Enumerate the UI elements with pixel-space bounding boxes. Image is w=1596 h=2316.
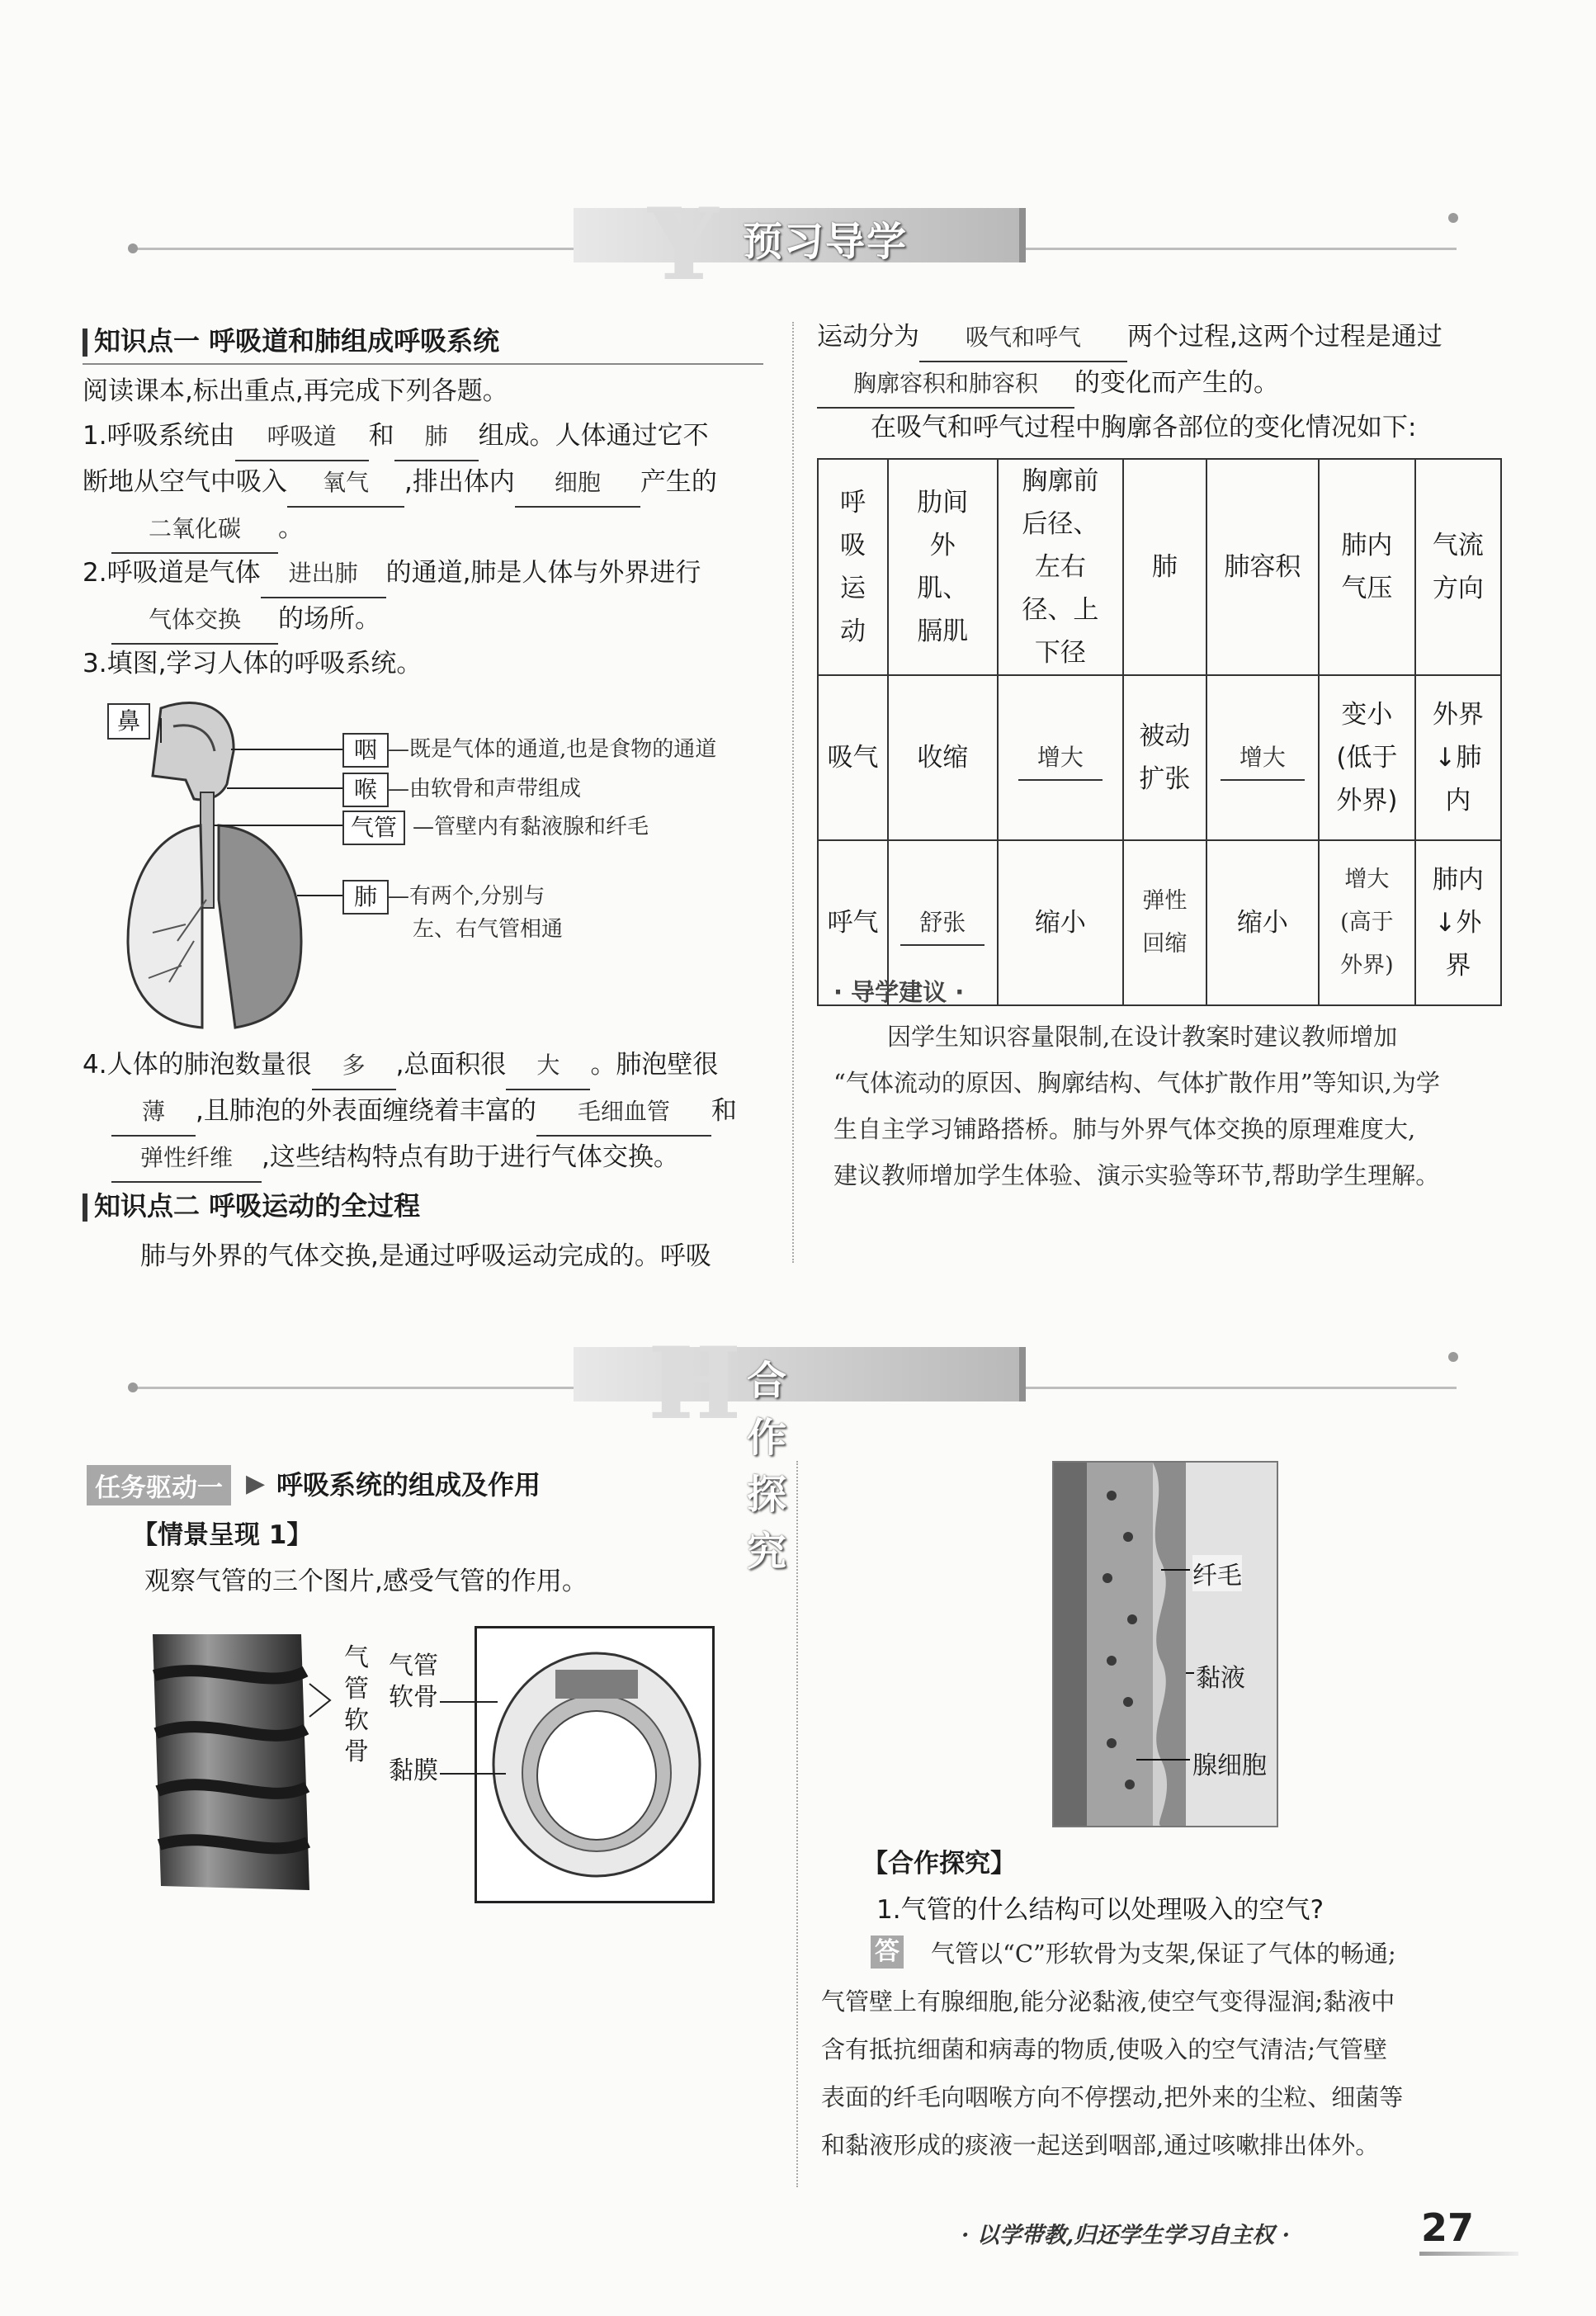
table-header-row bbox=[818, 459, 1501, 675]
table-cell: 吸气 bbox=[818, 675, 888, 840]
question-3: 3.填图,学习人体的呼吸系统。 bbox=[83, 649, 423, 678]
table-cell: 肺内↓外界 bbox=[1415, 840, 1501, 1005]
answer-tag: 答 bbox=[871, 1936, 904, 1969]
scene-title: 【情景呈现 1】 bbox=[132, 1520, 313, 1550]
footer-rule bbox=[1419, 2252, 1518, 2256]
table-header: 胸廓前后径、左右径、上下径 bbox=[998, 459, 1124, 675]
table-cell: 外界↓肺内 bbox=[1415, 675, 1501, 840]
question-4-line2: 薄 ,且肺泡的外表面缠绕着丰富的 毛细血管 和 bbox=[111, 1088, 737, 1137]
answer-line-5: 和黏液形成的痰液一起送到咽部,通过咳嗽排出体外。 bbox=[821, 2131, 1380, 2159]
table-cell: 增大(高于外界) bbox=[1319, 840, 1415, 1005]
table-row-inhale bbox=[818, 675, 1501, 840]
question-4-line3: 弹性纤维 ,这些结构特点有助于进行气体交换。 bbox=[111, 1134, 679, 1183]
section-letter: Y bbox=[648, 187, 719, 303]
table-header: 肺内气压 bbox=[1319, 459, 1415, 675]
task-arrow: ▶ bbox=[246, 1469, 266, 1498]
pharynx-label: 咽 bbox=[342, 733, 389, 768]
column-divider-2 bbox=[796, 1461, 798, 2187]
gland-cell-label: 腺细胞 bbox=[1192, 1751, 1267, 1780]
nose-label: 鼻 bbox=[107, 703, 150, 740]
table-header: 肺容积 bbox=[1206, 459, 1320, 675]
table-header: 气流方向 bbox=[1415, 459, 1501, 675]
larynx-note: —由软骨和声带组成 bbox=[388, 777, 582, 801]
cs-cartilage-label: 气管 软骨 bbox=[389, 1652, 438, 1712]
cs-mucosa-label: 黏膜 bbox=[389, 1756, 438, 1785]
lung-note-2: 左、右气管相通 bbox=[413, 917, 564, 942]
answer-line-1: 气管以“C”形软骨为支架,保证了气体的畅通; bbox=[931, 1940, 1396, 1968]
table-cell: 缩小 bbox=[1206, 840, 1320, 1005]
larynx-label: 喉 bbox=[342, 773, 389, 807]
answer-line-2: 气管壁上有腺细胞,能分泌黏液,使空气变得湿润;黏液中 bbox=[821, 1988, 1395, 2016]
pharynx-note: —既是气体的通道,也是食物的通道 bbox=[388, 737, 717, 762]
task-title: 呼吸系统的组成及作用 bbox=[276, 1469, 541, 1501]
table-cell: 收缩 bbox=[888, 675, 998, 840]
right-line-2: 胸廓容积和肺容积 的变化而产生的。 bbox=[817, 360, 1279, 409]
section-letter: H bbox=[648, 1326, 742, 1442]
breathing-changes-table bbox=[817, 458, 1502, 1006]
table-header: 肺 bbox=[1123, 459, 1206, 675]
section-banner-preview bbox=[128, 187, 1465, 303]
footer-slogan: · 以学带教,归还学生学习自主权 · bbox=[961, 2223, 1290, 2248]
guide-line-2: “气体流动的原因、胸廓结构、气体扩散作用”等知识,为学 bbox=[833, 1069, 1440, 1097]
scene-text: 观察气管的三个图片,感受气管的作用。 bbox=[144, 1567, 588, 1596]
trachea-note: —管壁内有黏液腺和纤毛 bbox=[413, 815, 649, 839]
table-cell: 被动扩张 bbox=[1123, 675, 1206, 840]
question-2-line2: 气体交换 的场所。 bbox=[111, 596, 380, 645]
trachea-label: 气管 bbox=[342, 811, 405, 845]
guide-line-4: 建议教师增加学生体验、演示实验等环节,帮助学生理解。 bbox=[833, 1161, 1440, 1189]
table-cell: 增大 bbox=[1206, 675, 1320, 840]
table-cell: 呼气 bbox=[818, 840, 888, 1005]
lung-label: 肺 bbox=[342, 880, 389, 915]
section-title: 预习导学 bbox=[743, 219, 909, 265]
table-cell: 舒张 bbox=[888, 840, 998, 1005]
answer-line-4: 表面的纤毛向咽喉方向不停摆动,把外来的尘粒、细菌等 bbox=[821, 2083, 1404, 2111]
table-cell: 增大 bbox=[998, 675, 1124, 840]
question-4: 4.人体的肺泡数量很 多 ,总面积很 大 。肺泡壁很 bbox=[83, 1042, 718, 1090]
respiratory-system-diagram bbox=[103, 693, 788, 1040]
cartilage-vertical-label: 气 管 软 骨 bbox=[344, 1643, 369, 1766]
table-header: 呼吸运动 bbox=[818, 459, 888, 675]
intro-text: 阅读课本,标出重点,再完成下列各题。 bbox=[83, 376, 508, 406]
question-1: 1.呼吸系统由 呼吸道 和 肺 组成。人体通过它不 bbox=[83, 413, 709, 461]
guide-line-3: 生自主学习铺路搭桥。肺与外界气体交换的原理难度大, bbox=[833, 1115, 1416, 1143]
cilia-label: 纤毛 bbox=[1192, 1555, 1242, 1591]
question-1-line3: 二氧化碳 。 bbox=[111, 505, 304, 554]
trachea-micro-figure bbox=[1052, 1461, 1278, 1827]
table-cell: 弹性回缩 bbox=[1123, 840, 1206, 1005]
knowledge-point-1-title: 知识点一 呼吸道和肺组成呼吸系统 bbox=[83, 320, 499, 358]
mucus-label: 黏液 bbox=[1196, 1664, 1245, 1693]
page-number: 27 bbox=[1421, 2205, 1475, 2250]
guide-line-1: 因学生知识容量限制,在设计教案时建议教师增加 bbox=[887, 1023, 1398, 1051]
kp2-text: 肺与外界的气体交换,是通过呼吸运动完成的。呼吸 bbox=[140, 1241, 711, 1271]
column-divider bbox=[792, 322, 794, 1263]
answer-line-3: 含有抵抗细菌和病毒的物质,使吸入的空气清洁;气管壁 bbox=[821, 2035, 1387, 2063]
coop-question: 1.气管的什么结构可以处理吸入的空气? bbox=[876, 1895, 1324, 1925]
coop-title: 【合作探究】 bbox=[862, 1849, 1016, 1879]
trachea-cross-section-figure bbox=[475, 1626, 715, 1903]
guide-title: · 导学建议 · bbox=[833, 978, 965, 1006]
lung-note-1: —有两个,分别与 bbox=[388, 884, 545, 909]
question-1-line2: 断地从空气中吸入 氧气 ,排出体内 细胞 产生的 bbox=[83, 459, 717, 508]
table-cell: 缩小 bbox=[998, 840, 1124, 1005]
task-tag: 任务驱动一 bbox=[87, 1465, 231, 1505]
right-line-1: 运动分为 吸气和呼气 两个过程,这两个过程是通过 bbox=[817, 314, 1443, 362]
trachea-external-figure bbox=[144, 1626, 516, 1898]
question-2: 2.呼吸道是气体 进出肺 的通道,肺是人体与外界进行 bbox=[83, 550, 701, 598]
right-line-3: 在吸气和呼气过程中胸廓各部位的变化情况如下: bbox=[871, 413, 1417, 442]
table-header: 肋间外肌、膈肌 bbox=[888, 459, 998, 675]
section-title: 合作探究 bbox=[747, 1358, 789, 1575]
knowledge-point-2-title: 知识点二 呼吸运动的全过程 bbox=[83, 1185, 420, 1223]
table-cell: 变小(低于外界) bbox=[1319, 675, 1415, 840]
